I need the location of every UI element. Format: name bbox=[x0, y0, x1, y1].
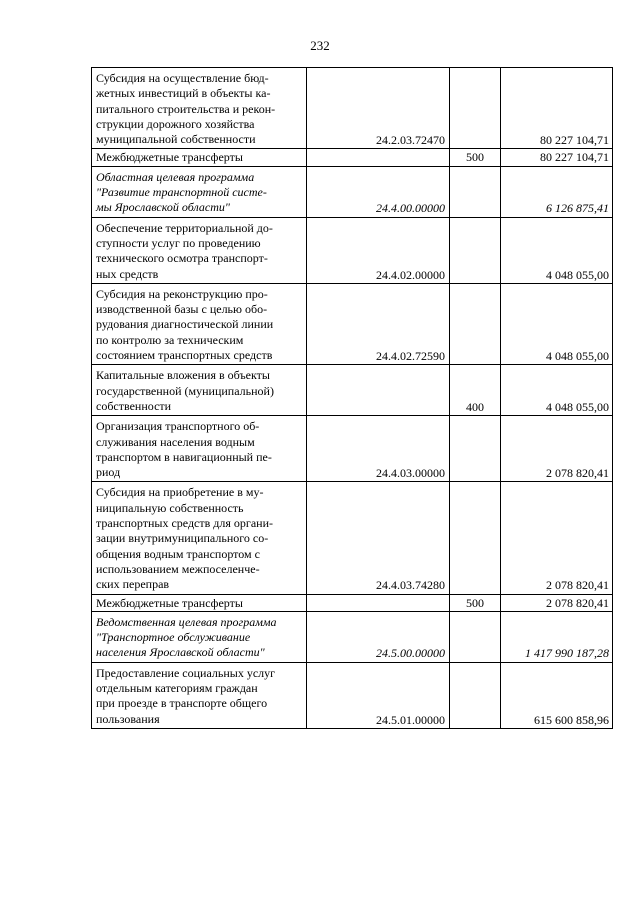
row-name-text: Областная целевая программа "Развитие транспортной систе- мы Ярославской области" bbox=[96, 169, 267, 215]
row-name-text: Субсидия на приобретение в му- ниципальную собственность транспортных средств для органи- зации внутримуниципального со- общения водным транспортом с использованием межпоселенче- ских переправ bbox=[96, 485, 273, 592]
row-code-cell bbox=[307, 662, 450, 728]
row-expense-type-cell bbox=[450, 416, 501, 482]
row-code-cell bbox=[307, 149, 450, 166]
row-expense-type-cell bbox=[450, 482, 501, 594]
table-row bbox=[92, 662, 613, 728]
row-name-text: Капитальные вложения в объекты государственной (муниципальной) собственности bbox=[96, 368, 274, 413]
table-row bbox=[92, 416, 613, 482]
row-sum-text: 4 048 055,00 bbox=[546, 349, 609, 364]
row-name-text: Субсидия на реконструкцию про- изводственной базы с целью обо- рудования диагностической линии по контролю за техническим состоянием транспортных средств bbox=[96, 286, 274, 363]
row-code-cell bbox=[307, 166, 450, 217]
table-row bbox=[92, 68, 613, 149]
row-expense-type-cell bbox=[450, 166, 501, 217]
row-expense-type-cell bbox=[450, 662, 501, 728]
row-code-cell bbox=[307, 217, 450, 283]
row-expense-type-cell bbox=[450, 68, 501, 149]
row-code-cell bbox=[307, 283, 450, 364]
row-sum-text: 4 048 055,00 bbox=[546, 267, 609, 282]
row-code-cell bbox=[307, 594, 450, 611]
table-row bbox=[92, 365, 613, 416]
row-expense-type-cell bbox=[450, 217, 501, 283]
row-sum-text: 2 078 820,41 bbox=[546, 578, 609, 593]
row-name-text: Межбюджетные трансферты bbox=[96, 595, 243, 610]
row-code-text: 24.4.02.72590 bbox=[376, 349, 445, 364]
row-name-text: Обеспечение территориальной до- ступности услуг по проведению технического осмотра транспорт- ных средств bbox=[96, 220, 273, 281]
row-sum-text: 1 417 990 187,28 bbox=[525, 646, 609, 661]
row-name-text: Организация транспортного об- служивания населения водным транспортом в навигационный пе- риод bbox=[96, 419, 272, 480]
table-row bbox=[92, 482, 613, 594]
row-sum-cell bbox=[501, 166, 613, 217]
row-name-text: Ведомственная целевая программа "Транспортное обслуживание населения Ярославской области" bbox=[96, 614, 277, 660]
row-name-text: Предоставление социальных услуг отдельным категориям граждан при проезде в транспорте общего пользования bbox=[96, 665, 276, 726]
row-sum-cell bbox=[501, 482, 613, 594]
row-code-cell bbox=[307, 611, 450, 662]
row-sum-cell bbox=[501, 594, 613, 611]
row-sum-cell bbox=[501, 217, 613, 283]
row-code-cell bbox=[307, 68, 450, 149]
row-expense-type-text: 500 bbox=[466, 150, 484, 165]
row-code-text: 24.4.03.74280 bbox=[376, 578, 445, 593]
row-code-text: 24.4.02.00000 bbox=[376, 267, 445, 282]
row-sum-text: 2 078 820,41 bbox=[546, 466, 609, 481]
row-sum-cell bbox=[501, 416, 613, 482]
budget-table bbox=[91, 67, 613, 729]
row-expense-type-cell bbox=[450, 365, 501, 416]
row-sum-cell bbox=[501, 68, 613, 149]
table-row bbox=[92, 283, 613, 364]
row-sum-text: 6 126 875,41 bbox=[546, 201, 609, 216]
row-name-cell bbox=[92, 149, 307, 166]
row-name-cell bbox=[92, 217, 307, 283]
row-sum-text: 615 600 858,96 bbox=[534, 712, 609, 727]
row-code-text: 24.5.00.00000 bbox=[376, 646, 445, 661]
row-expense-type-text: 500 bbox=[466, 595, 484, 610]
row-expense-type-cell bbox=[450, 283, 501, 364]
row-name-cell bbox=[92, 365, 307, 416]
row-name-cell bbox=[92, 68, 307, 149]
row-sum-cell bbox=[501, 149, 613, 166]
row-sum-cell bbox=[501, 662, 613, 728]
row-code-cell bbox=[307, 365, 450, 416]
row-name-cell bbox=[92, 166, 307, 217]
table-row bbox=[92, 217, 613, 283]
row-name-cell bbox=[92, 611, 307, 662]
row-name-cell bbox=[92, 594, 307, 611]
row-code-cell bbox=[307, 482, 450, 594]
budget-table-body bbox=[92, 68, 613, 729]
row-code-text: 24.5.01.00000 bbox=[376, 712, 445, 727]
row-name-cell bbox=[92, 283, 307, 364]
row-code-text: 24.4.03.00000 bbox=[376, 466, 445, 481]
row-code-cell bbox=[307, 416, 450, 482]
row-expense-type-cell bbox=[450, 149, 501, 166]
row-sum-cell bbox=[501, 283, 613, 364]
row-name-text: Субсидия на осуществление бюд- жетных инвестиций в объекты ка- питального строительства и рекон- струкции дорожного хозяйства муниципальной собственности bbox=[96, 71, 276, 147]
row-sum-text: 80 227 104,71 bbox=[540, 133, 609, 148]
row-sum-cell bbox=[501, 611, 613, 662]
row-name-cell bbox=[92, 416, 307, 482]
row-name-text: Межбюджетные трансферты bbox=[96, 150, 243, 165]
table-row bbox=[92, 166, 613, 217]
row-name-cell bbox=[92, 662, 307, 728]
row-name-cell bbox=[92, 482, 307, 594]
table-row bbox=[92, 594, 613, 611]
row-sum-text: 2 078 820,41 bbox=[546, 595, 609, 610]
row-sum-text: 80 227 104,71 bbox=[540, 150, 609, 165]
row-code-text: 24.4.00.00000 bbox=[376, 201, 445, 216]
page-number: 232 bbox=[310, 38, 330, 53]
table-row bbox=[92, 611, 613, 662]
row-sum-cell bbox=[501, 365, 613, 416]
table-row bbox=[92, 149, 613, 166]
row-expense-type-cell bbox=[450, 594, 501, 611]
row-expense-type-cell bbox=[450, 611, 501, 662]
row-expense-type-text: 400 bbox=[466, 399, 484, 414]
row-code-text: 24.2.03.72470 bbox=[376, 133, 445, 148]
row-sum-text: 4 048 055,00 bbox=[546, 399, 609, 414]
